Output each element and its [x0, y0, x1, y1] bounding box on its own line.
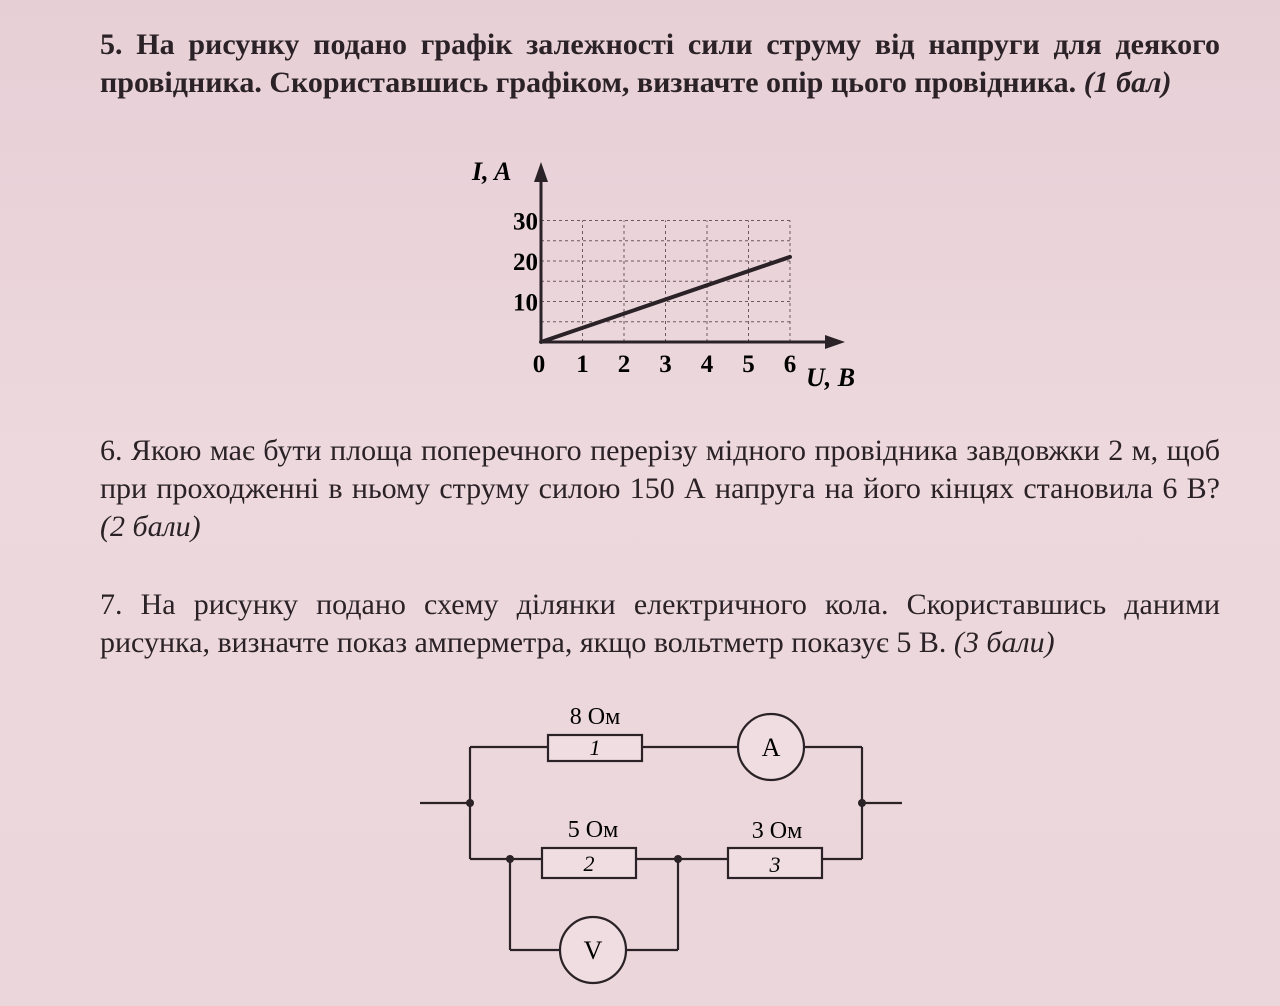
y-axis-label: I, A: [472, 157, 512, 186]
x-tick-label: 0: [532, 351, 546, 378]
x-axis-arrow: [825, 335, 845, 349]
problem-5-text: 5. На рисунку подано графік залежності сили струму від напруги для деякого провідника. Скориставшись графіком, визначте опір цього провідника.: [100, 28, 1220, 99]
resistor-2-index: 2: [583, 851, 595, 876]
x-axis-label: U, B: [806, 363, 856, 392]
x-tick-labels: [533, 351, 797, 378]
problem-7-points: (3 бали): [953, 626, 1055, 659]
y-tick-label: 30: [513, 208, 538, 236]
problem-7: [100, 586, 1220, 662]
ammeter: [738, 714, 804, 780]
problem-6-text: 6. Якою має бути площа поперечного перерізу мідного провідника завдовжки 2 м, щоб при проходженні в ньому струму силою 150 А напруга на його кінцях становила 6 В?: [100, 434, 1220, 505]
resistor-2-value: 5 Ом: [567, 817, 619, 843]
voltmeter: [560, 917, 626, 983]
problem-6-points: (2 бали): [100, 510, 201, 543]
problem-5: [100, 26, 1220, 102]
graph-grid: [541, 221, 790, 343]
x-tick-label: 2: [617, 351, 631, 378]
resistor-3-value: 3 Ом: [751, 818, 803, 844]
x-tick-label: 5: [742, 351, 755, 378]
y-tick-label: 20: [513, 249, 538, 276]
y-axis-arrow: [534, 162, 548, 182]
x-tick-label: 4: [700, 351, 714, 378]
junction-dot: [858, 799, 866, 807]
circuit-diagram: [410, 695, 910, 995]
resistor-1-value: 8 Ом: [569, 704, 621, 730]
resistor-1: [548, 704, 642, 761]
circuit-wires: [420, 747, 902, 950]
x-tick-label: 1: [576, 351, 589, 378]
x-tick-label: 6: [783, 351, 797, 378]
problem-5-points: (1 бал): [1083, 66, 1172, 99]
resistor-3: [728, 818, 822, 878]
y-tick-labels: [513, 209, 538, 317]
graph-axes: [534, 162, 845, 349]
x-tick-label: 3: [659, 351, 672, 378]
y-tick-label: 10: [513, 289, 538, 317]
ammeter-label: A: [761, 733, 781, 762]
junction-dot: [466, 799, 474, 807]
problem-6: [100, 432, 1220, 546]
voltmeter-label: V: [583, 936, 603, 965]
current-voltage-graph: [460, 150, 900, 400]
problem-7-text: 7. На рисунку подано схему ділянки електричного кола. Скориставшись даними рисунка, визначте показ амперметра, якщо вольтметр показує 5 В.: [100, 588, 1220, 659]
junction-dot: [674, 855, 682, 863]
junction-dot: [506, 855, 514, 863]
resistor-1-index: 1: [589, 735, 601, 760]
resistor-2: [542, 817, 636, 878]
resistor-3-index: 3: [769, 852, 781, 877]
